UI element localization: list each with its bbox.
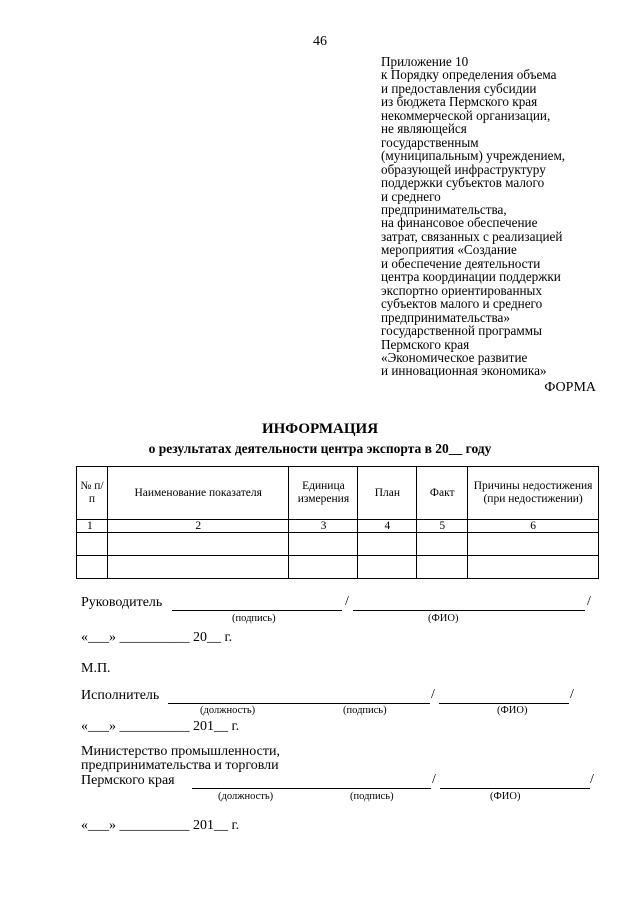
page-number: 46: [313, 34, 327, 49]
ministry-slash: /: [432, 772, 436, 787]
col-number: 4: [358, 520, 417, 533]
appendix-line: государственным: [381, 134, 479, 150]
ministry-sign-caption: (подпись): [350, 791, 394, 802]
table-cell[interactable]: [289, 533, 358, 556]
head-slash-end: /: [587, 594, 591, 609]
executor-position-caption: (должность): [200, 705, 256, 716]
stamp-label: М.П.: [81, 661, 111, 676]
appendix-line: «Экономическое развитие: [381, 349, 528, 365]
table-row: [77, 556, 599, 579]
table-cell[interactable]: [358, 556, 417, 579]
appendix-line: поддержки субъектов малого: [381, 175, 545, 191]
executor-date: «___» __________ 201__ г.: [81, 719, 240, 734]
col-header-indicator: Наименование показателя: [107, 467, 289, 520]
table-cell[interactable]: [417, 533, 468, 556]
appendix-line: не являющейся: [381, 121, 467, 137]
table-cell[interactable]: [107, 556, 289, 579]
appendix-line: затрат, связанных с реализацией: [381, 228, 563, 244]
appendix-line: образующей инфраструктуру: [381, 161, 546, 177]
col-header-reasons: Причины недостижения (при недостижении): [468, 467, 599, 520]
appendix-line: и предоставления субсидии: [381, 80, 537, 96]
appendix-line: к Порядку определения объема: [381, 67, 557, 83]
appendix-line: на финансовое обеспечение: [381, 215, 538, 231]
table-cell[interactable]: [468, 556, 599, 579]
document-subtitle: о результатах деятельности центра экспорта в 20__ году: [148, 441, 492, 456]
col-number: 5: [417, 520, 468, 533]
ministry-fio-caption: (ФИО): [490, 791, 521, 802]
col-header-unit: Единица измерения: [289, 467, 358, 520]
executor-sign-caption: (подпись): [343, 705, 387, 716]
table-header-row: [77, 467, 599, 520]
executor-slash-end: /: [570, 687, 574, 702]
ministry-position-caption: (должность): [218, 791, 274, 802]
appendix-line: центра координации поддержки: [381, 269, 561, 285]
appendix-line: предпринимательства»: [381, 309, 510, 325]
table-cell[interactable]: [417, 556, 468, 579]
head-slash: /: [345, 594, 349, 609]
appendix-line: субъектов малого и среднего: [381, 296, 543, 312]
table-number-row: [77, 520, 599, 533]
table-row: [77, 533, 599, 556]
table-cell[interactable]: [107, 533, 289, 556]
table-cell[interactable]: [358, 533, 417, 556]
head-sign-caption: (подпись): [232, 613, 276, 624]
col-number: 6: [468, 520, 599, 533]
executor-slash: /: [431, 687, 435, 702]
col-number: 3: [289, 520, 358, 533]
ministry-date: «___» __________ 201__ г.: [81, 818, 240, 833]
table-cell[interactable]: [468, 533, 599, 556]
head-label: Руководитель: [81, 595, 163, 610]
ministry-sign-line[interactable]: [192, 788, 431, 789]
ministry-label-line2: предпринимательства и торговли: [81, 758, 279, 773]
appendix-line: и среднего: [381, 188, 441, 204]
table-cell[interactable]: [289, 556, 358, 579]
appendix-line: предпринимательства,: [381, 201, 507, 217]
head-fio-caption: (ФИО): [428, 613, 459, 624]
ministry-slash-end: /: [590, 772, 594, 787]
col-header-fact: Факт: [417, 467, 468, 520]
appendix-line: и обеспечение деятельности: [381, 255, 541, 271]
head-fio-line[interactable]: [353, 610, 585, 611]
col-number: 2: [107, 520, 289, 533]
col-header-plan: План: [358, 467, 417, 520]
head-sign-line[interactable]: [172, 610, 342, 611]
appendix-line: государственной программы: [381, 323, 542, 339]
table-cell[interactable]: [77, 556, 108, 579]
ministry-fio-line[interactable]: [440, 788, 590, 789]
appendix-line: некоммерческой организации,: [381, 107, 551, 123]
appendix-line: мероприятия «Создание: [381, 242, 517, 258]
table-cell[interactable]: [77, 533, 108, 556]
executor-sign-line[interactable]: [168, 703, 430, 704]
document-title: ИНФОРМАЦИЯ: [261, 421, 379, 437]
col-header-number: № п/п: [77, 467, 108, 520]
form-label: ФОРМА: [544, 380, 596, 395]
head-date: «___» __________ 20__ г.: [81, 630, 233, 645]
executor-fio-line[interactable]: [439, 703, 569, 704]
ministry-label-line1: Министерство промышленности,: [81, 744, 280, 759]
results-table: [76, 466, 599, 579]
appendix-line: из бюджета Пермского края: [381, 94, 538, 110]
col-number: 1: [77, 520, 108, 533]
appendix-line: (муниципальным) учреждением,: [381, 148, 566, 164]
appendix-line: и инновационная экономика»: [381, 363, 547, 379]
ministry-label-line3: Пермского края: [81, 773, 175, 788]
executor-label: Исполнитель: [81, 688, 160, 703]
executor-fio-caption: (ФИО): [497, 705, 528, 716]
appendix-line: экспортно ориентированных: [381, 282, 543, 298]
appendix-line: Пермского края: [381, 336, 470, 352]
appendix-block: [381, 55, 621, 378]
appendix-line: Приложение 10: [381, 54, 469, 69]
